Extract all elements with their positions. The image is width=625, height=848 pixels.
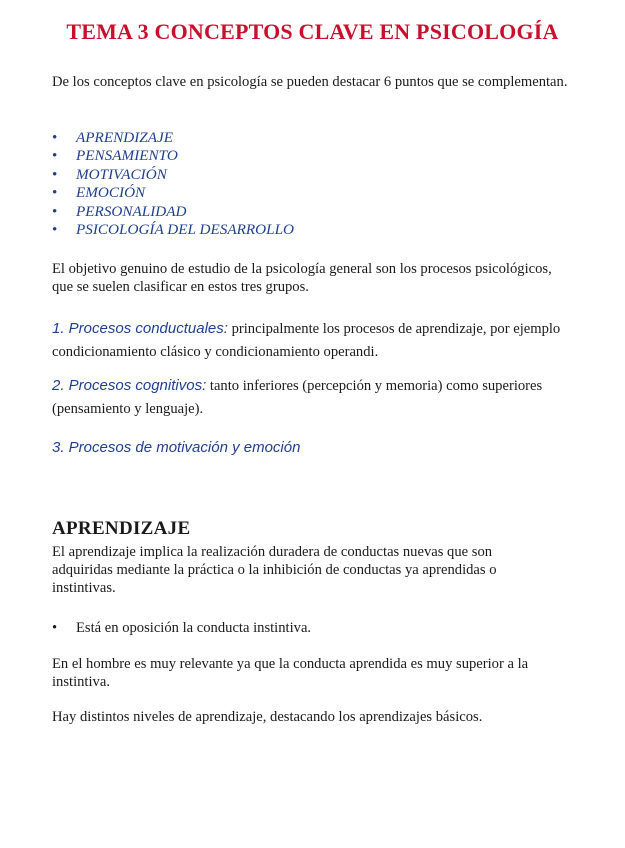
process-lead: 1. Procesos conductuales:	[52, 320, 228, 337]
bullet-icon: •	[52, 620, 58, 636]
list-item: • MOTIVACIÓN	[52, 165, 167, 183]
list-item: • PSICOLOGÍA DEL DESARROLLO	[52, 221, 294, 239]
bullet-icon: •	[52, 165, 58, 183]
list-item: • APRENDIZAJE	[52, 129, 174, 146]
intro-paragraph: De los conceptos clave en psicología se pueden destacar 6 puntos que se complementan.	[52, 74, 568, 90]
process-lead: 2. Procesos cognitivos:	[52, 377, 207, 394]
learning-relevance: En el hombre es muy relevante ya que la conducta aprendida es muy superior a la instintiva.	[52, 656, 529, 690]
learning-definition: El aprendizaje implica la realización duradera de conductas nuevas que son adquiridas mediante la práctica o la inhibición de conductas ya aprendidas o instintivas.	[52, 544, 497, 596]
bullet-icon: •	[52, 184, 58, 202]
learning-levels: Hay distintos niveles de aprendizaje, destacando los aprendizajes básicos.	[52, 709, 483, 725]
bullet-icon: •	[52, 147, 58, 165]
process-text: principalmente los procesos de aprendizaje, por ejemplo condicionamiento clásico y condicionamiento operandi.	[52, 321, 561, 360]
process-cognitive	[52, 374, 582, 421]
list-item: • PERSONALIDAD	[52, 202, 187, 220]
key-concepts-list	[52, 129, 294, 239]
document-title: TEMA 3 CONCEPTOS CLAVE EN PSICOLOGÍA	[66, 19, 559, 44]
process-behavioral	[52, 317, 582, 364]
bullet-icon: •	[52, 202, 58, 220]
list-item: • EMOCIÓN	[52, 184, 146, 202]
objective-paragraph: El objetivo genuino de estudio de la psicología general son los procesos psicológicos, que se suelen clasificar en estos tres grupos.	[52, 261, 552, 295]
process-text: tanto inferiores (percepción y memoria) como superiores (pensamiento y lenguaje).	[52, 378, 543, 417]
learning-bullet: • Está en oposición la conducta instintiva.	[52, 620, 312, 636]
section-heading-learning: APRENDIZAJE	[52, 518, 191, 539]
process-lead: 3. Procesos de motivación y emoción	[52, 439, 301, 456]
list-item: • PENSAMIENTO	[52, 147, 178, 165]
process-motivation	[52, 436, 582, 460]
bullet-icon: •	[52, 129, 58, 146]
bullet-icon: •	[52, 221, 58, 239]
